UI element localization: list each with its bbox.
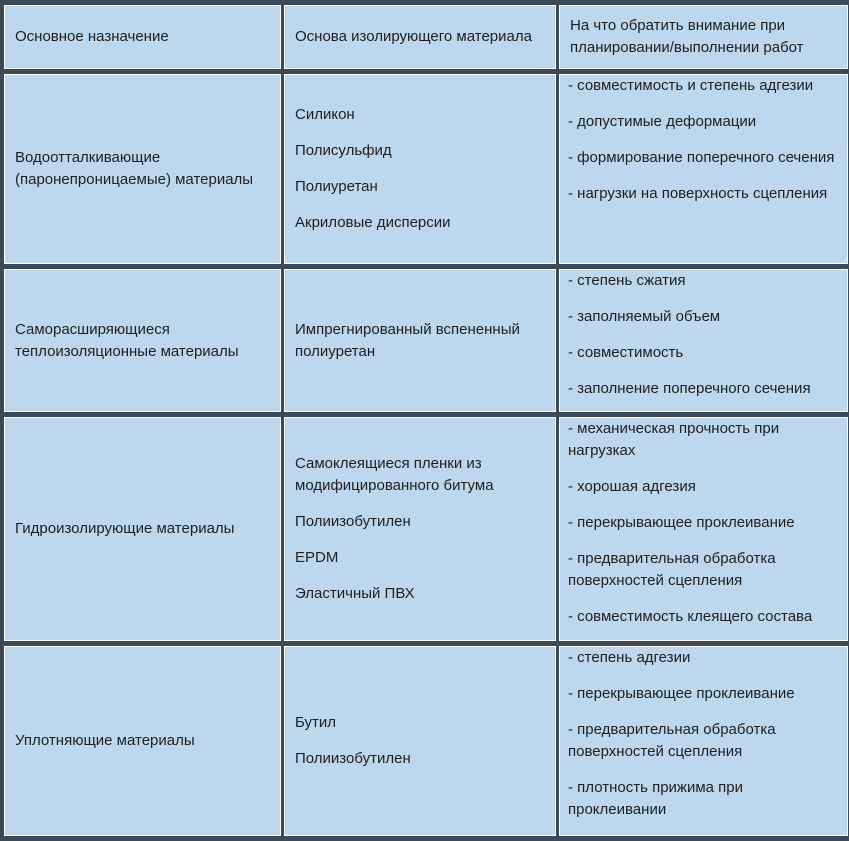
header-purpose	[4, 5, 281, 69]
row1-material-3: Полиуретан	[295, 178, 378, 195]
row3-note-5: - совместимость клеящего состава	[568, 608, 813, 625]
row2-notes	[559, 269, 848, 412]
row4-note-4: - плотность прижима при проклеивании	[568, 779, 743, 818]
row3-note-3: - перекрывающее проклеивание	[568, 514, 795, 531]
row1-note-1: - совместимость и степень адгезии	[568, 77, 814, 94]
row4-purpose	[4, 646, 281, 836]
row1-material-1: Силикон	[295, 106, 355, 123]
header-notes-text: На что обратить внимание при планировании/выполнении работ	[570, 17, 804, 56]
row2-material-1: Импрегнированный вспененный полиуретан	[295, 320, 520, 360]
row3-note-4: - предварительная обработка поверхностей сцепления	[568, 550, 776, 589]
row3-purpose-text: Гидроизолирующие материалы	[15, 520, 235, 537]
row4-material-1: Бутил	[295, 714, 337, 731]
row1-note-2: - допустимые деформации	[568, 113, 757, 130]
row3-material-4: Эластичный ПВХ	[295, 585, 415, 602]
row1-material-2: Полисульфид	[295, 142, 392, 159]
header-material-base	[284, 5, 556, 69]
row4-note-3: - предварительная обработка поверхностей сцепления	[568, 721, 776, 760]
row3-note-1: - механическая прочность при нагрузках	[568, 420, 780, 459]
row3-purpose	[4, 417, 281, 641]
header-notes	[559, 5, 848, 69]
row2-purpose-text: Саморасширяющиеся теплоизоляционные материалы	[15, 320, 239, 360]
row1-note-3: - формирование поперечного сечения	[568, 149, 835, 166]
row1-purpose-text: Водоотталкивающие (паронепроницаемые) материалы	[15, 149, 254, 188]
row2-note-3: - совместимость	[568, 344, 684, 361]
row3-material-1: Самоклеящиеся пленки из модифицированного битума	[295, 455, 494, 494]
row4-purpose-text: Уплотняющие материалы	[15, 732, 195, 749]
row1-notes	[559, 74, 848, 264]
row4-notes	[559, 646, 848, 836]
row1-materials	[284, 74, 556, 264]
row4-materials	[284, 646, 556, 836]
row4-note-1: - степень адгезии	[568, 649, 691, 666]
row2-materials	[284, 269, 556, 412]
row2-note-4: - заполнение поперечного сечения	[568, 380, 811, 397]
row3-materials	[284, 417, 556, 641]
row3-material-3: EPDM	[295, 549, 339, 566]
row1-purpose	[4, 74, 281, 264]
row1-note-4: - нагрузки на поверхность сцепления	[568, 185, 828, 202]
header-material-base-text: Основа изолирующего материала	[295, 28, 532, 45]
row1-material-4: Акриловые дисперсии	[295, 214, 451, 231]
row2-purpose	[4, 269, 281, 412]
row3-note-2: - хорошая адгезия	[568, 478, 696, 495]
row4-material-2: Полиизобутилен	[295, 750, 411, 767]
row2-note-1: - степень сжатия	[568, 272, 686, 289]
row3-material-2: Полиизобутилен	[295, 513, 411, 530]
row2-note-2: - заполняемый объем	[568, 308, 721, 325]
row3-notes	[559, 417, 848, 641]
header-purpose-text: Основное назначение	[15, 28, 169, 45]
row4-note-2: - перекрывающее проклеивание	[568, 685, 795, 702]
